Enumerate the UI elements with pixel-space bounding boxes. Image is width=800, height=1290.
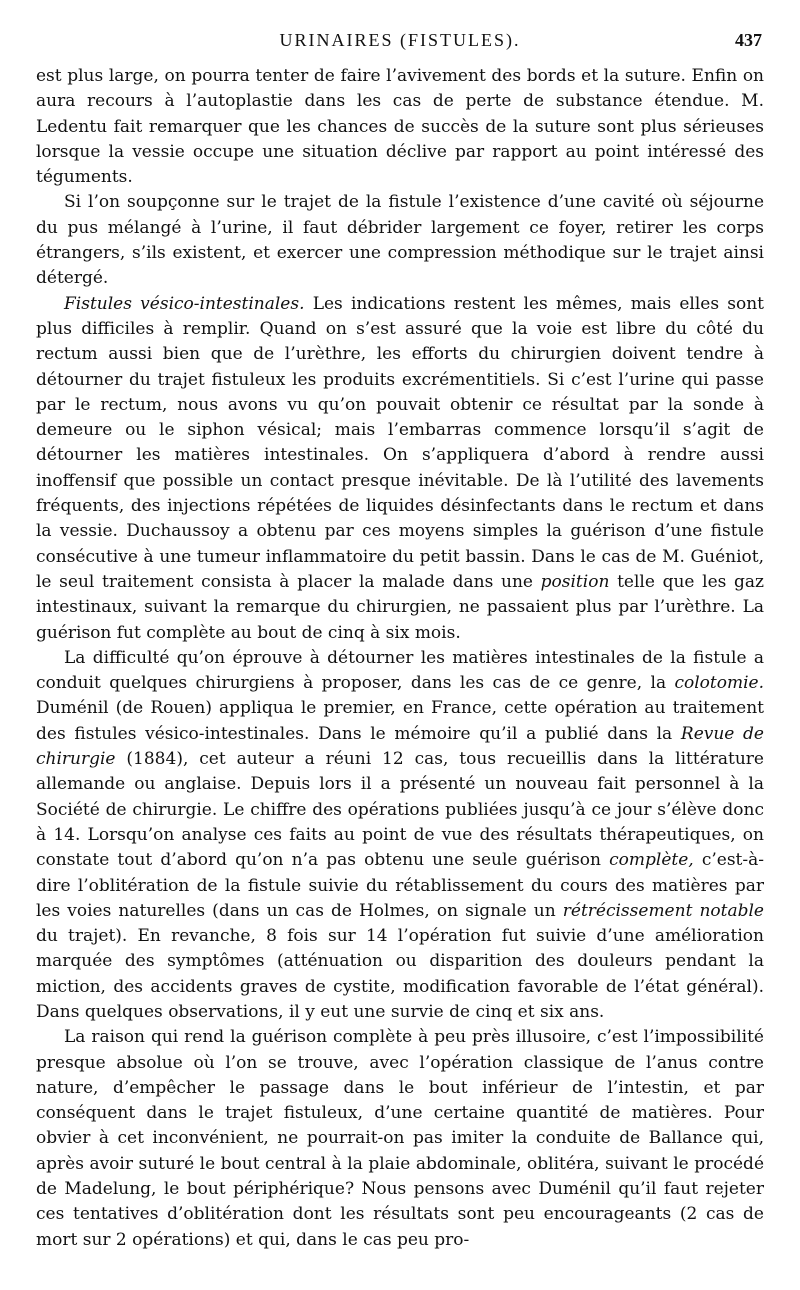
italic-text: Revue de chirurgie <box>36 723 764 770</box>
running-header <box>36 30 764 64</box>
text-run: est plus large, on pourra tenter de faire l’avivement des bords et la suture. Enfin on aura recours à l’autoplastie dans les cas de perte de substance étendue. M. Ledentu fait remarquer que les chances de succès de la suture sont plus sérieuses lorsque la vessie occupe une situation déclive par rapport au point intéressé des téguments. <box>36 66 764 188</box>
text-run: La difficulté qu’on éprouve à détourner les matières intestinales de la fistule a conduit quelques chirurgiens à proposer, dans les cas de ce genre, la <box>36 647 764 694</box>
paragraph-4 <box>36 646 764 1025</box>
body-text <box>36 64 764 1253</box>
text-run: c’est-à-dire l’oblitération de la fistule suivie du rétablissement du cours des matières par les voies naturelles (dans un cas de Holmes, on signale un <box>36 850 765 921</box>
paragraph-5 <box>36 1025 764 1253</box>
text-run: (1884), cet auteur a réuni 12 cas, tous recueillis dans la littérature allemande ou anglaise. Depuis lors il a présenté un nouveau fait personnel à la Société de chirurgie. Le chiffre des opérations publiées jusqu’à ce jour s’élève donc à 14. Lorsqu’on analyse ces faits au point de vue des résultats thérapeutiques, on constate tout d’abord qu’on n’a pas obtenu une seule guérison <box>36 749 764 871</box>
italic-text: Fistules vésico-intestinales. <box>64 293 305 314</box>
text-run: Si l’on soupçonne sur le trajet de la fistule l’existence d’une cavité où séjourne du pus mélangé à l’urine, il faut débrider largement ce foyer, retirer les corps étrangers, s’ils existent, et exercer une compression méthodique sur le trajet ainsi détergé. <box>36 192 764 289</box>
italic-text: complète, <box>609 850 694 871</box>
italic-text: position <box>540 571 610 592</box>
italic-text: rétrécissement notable <box>562 900 764 921</box>
text-run: du trajet). En revanche, 8 fois sur 14 l’opération fut suivie d’une amélioration marquée des symptômes (atténuation ou disparition des douleurs pendant la miction, des accidents graves de cystite, modification favorable de l’état général). Dans quelques observations, il y eut une survie de cinq et six ans. <box>36 926 764 1022</box>
paragraph-3 <box>36 292 764 646</box>
text-run: telle que les gaz intestinaux, suivant la remarque du chirurgien, ne passaient plus par l’urèthre. La guérison fut complète au bout de cinq à six mois. <box>36 571 765 643</box>
text-run: La raison qui rend la guérison complète à peu près illusoire, c’est l’impossibilité presque absolue où l’on se trouve, avec l’opération classique de l’anus contre nature, d’empêcher le passage dans le bout inférieur de l’intestin, et par conséquent dans le trajet fistuleux, d’une certaine quantité de matières. Pour obvier à cet inconvénient, ne pourrait-on pas imiter la conduite de Ballance qui, après avoir suturé le bout central à la plaie abdominale, oblitéra, suivant le procédé de Madelung, le bout périphérique? Nous pensons avec Duménil qu’il faut rejeter ces tentatives d’oblitération dont les résultats sont peu encourageants (2 cas de mort sur 2 opérations) et qui, dans le cas peu pro- <box>36 1027 764 1250</box>
paragraph-2 <box>36 190 764 291</box>
page-number: 437 <box>735 30 762 50</box>
italic-text: colotomie. <box>674 673 764 694</box>
text-run: Les indications restent les mêmes, mais elles sont plus difficiles à remplir. Quand on s’est assuré que la voie est libre du côté du rectum aussi bien que de l’urèthre, les efforts du chirurgien doivent tendre à détourner du trajet fistuleux les produits excrémentitiels. Si c’est l’urine qui passe par le rectum, nous avons vu qu’on pouvait obtenir ce résultat par la sonde à demeure ou le siphon vésical; mais l’embarras commence lorsqu’il s’agit de détourner les matières intestinales. On s’appliquera d’abord à rendre aussi inoffensif que possible un contact presque inévitable. De là l’utilité des lavements fréquents, des injections répétées de liquides désinfectants dans le rectum et dans la vessie. Duchaussoy a obtenu par ces moyens simples la guérison d’une fistule consécutive à une tumeur inflammatoire du petit bassin. Dans le cas de M. Guéniot, le seul traitement consista à placer la malade dans une <box>36 293 764 592</box>
text-run: Duménil (de Rouen) appliqua le premier, en France, cette opération au traitement des fistules vésico-intestinales. Dans le mémoire qu’il a publié dans la <box>36 698 764 744</box>
paragraph-1 <box>36 64 764 190</box>
running-title: URINAIRES (FISTULES). <box>279 30 521 50</box>
